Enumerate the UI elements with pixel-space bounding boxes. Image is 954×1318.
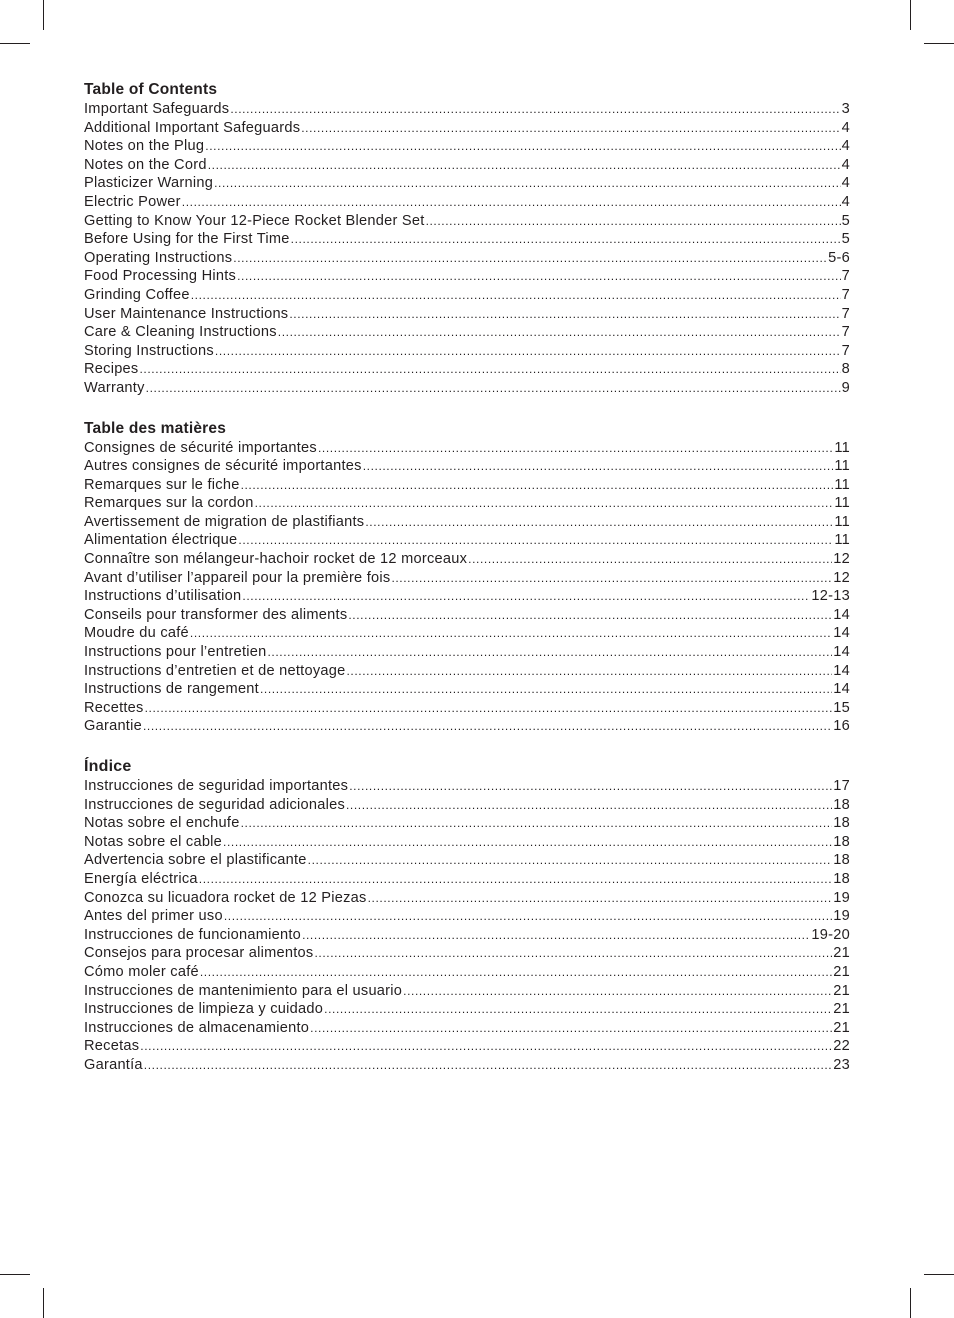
dot-leader <box>314 944 832 963</box>
dot-leader <box>468 550 832 569</box>
toc-entry-page: 17 <box>833 778 850 794</box>
toc-entry-label: Conseils pour transformer des aliments <box>84 606 348 623</box>
dot-leader <box>242 587 810 606</box>
toc-entry-page: 18 <box>833 870 850 887</box>
dot-leader <box>348 606 832 625</box>
toc-entry-page: 21 <box>833 963 850 980</box>
dot-leader <box>145 699 833 718</box>
toc-entry <box>84 982 850 1001</box>
toc-entry-label: Connaître son mélangeur-hachoir rocket de 12 morceaux <box>84 551 468 568</box>
toc-entry-label: Garantie <box>84 718 142 735</box>
toc-entry-label: Before Using for the First Time <box>84 231 290 248</box>
toc-entry <box>84 624 850 643</box>
toc-entry <box>84 100 850 119</box>
dot-leader <box>139 360 840 379</box>
toc-entry-label: Operating Instructions <box>84 249 233 266</box>
section-title: Table of Contents <box>84 81 218 98</box>
toc-entry <box>84 717 850 736</box>
toc-entry <box>84 1000 850 1019</box>
toc-entry <box>84 212 850 231</box>
dot-leader <box>140 1037 832 1056</box>
toc-entry <box>84 606 850 625</box>
toc-entry <box>84 699 850 718</box>
toc-entry-label: Getting to Know Your 12-Piece Rocket Blender Set <box>84 212 425 229</box>
dot-leader <box>214 174 841 193</box>
toc-entry <box>84 907 850 926</box>
dot-leader <box>391 569 832 588</box>
toc-entry-page: 7 <box>841 342 850 359</box>
toc-entry <box>84 1037 850 1056</box>
toc-entry <box>84 230 850 249</box>
toc-entry-page: 21 <box>833 1019 850 1036</box>
toc-entry-label: Antes del primer uso <box>84 908 223 925</box>
toc-entry-label: Instrucciones de limpieza y cuidado <box>84 1001 324 1018</box>
toc-entry <box>84 889 850 908</box>
toc-entry-label: Garantía <box>84 1056 143 1073</box>
toc-section-spanish <box>84 757 850 1075</box>
toc-entry <box>84 323 850 342</box>
dot-leader <box>191 286 841 305</box>
dot-leader <box>144 1056 832 1075</box>
toc-entry-page: 19 <box>833 889 850 906</box>
dot-leader <box>289 305 840 324</box>
toc-section-english <box>84 80 850 398</box>
toc-entry-page: 9 <box>841 379 850 396</box>
crop-mark <box>910 1288 911 1318</box>
toc-entry-label: Recettes <box>84 699 144 716</box>
toc-entry-page: 4 <box>841 138 850 155</box>
dot-leader <box>363 457 834 476</box>
toc-entry-label: Care & Cleaning Instructions <box>84 324 277 341</box>
toc-entry <box>84 680 850 699</box>
toc-entry <box>84 550 850 569</box>
toc-entry <box>84 851 850 870</box>
dot-leader <box>365 513 833 532</box>
toc-entry-label: Notes on the Plug <box>84 138 205 155</box>
dot-leader <box>143 717 832 736</box>
toc-entry <box>84 662 850 681</box>
toc-entry-page: 23 <box>833 1056 850 1073</box>
toc-entry-label: Notas sobre el enchufe <box>84 815 240 832</box>
toc-entry <box>84 1056 850 1075</box>
dot-leader <box>349 777 832 796</box>
toc-entry-page: 5 <box>841 231 850 248</box>
toc-entry-page: 14 <box>833 606 850 623</box>
toc-entry-label: Instructions de rangement <box>84 681 259 698</box>
toc-entry-label: Important Safeguards <box>84 101 230 117</box>
toc-entry-label: Instrucciones de seguridad adicionales <box>84 796 345 813</box>
toc-entry-page: 8 <box>841 361 850 378</box>
toc-entry <box>84 119 850 138</box>
dot-leader <box>199 870 833 889</box>
toc-entry-label: Consejos para procesar alimentos <box>84 945 314 962</box>
toc-entry-page: 4 <box>841 119 850 136</box>
toc-entry <box>84 494 850 513</box>
toc-entry-page: 7 <box>841 324 850 341</box>
toc-entry-label: Energía eléctrica <box>84 870 198 887</box>
toc-entry-page: 4 <box>841 175 850 192</box>
toc-entry-page: 18 <box>833 852 850 869</box>
dot-leader <box>426 212 841 231</box>
toc-entry <box>84 476 850 495</box>
dot-leader <box>318 439 833 458</box>
toc-entry <box>84 249 850 268</box>
toc-entry <box>84 360 850 379</box>
toc-entry-page: 11 <box>834 439 850 456</box>
dot-leader <box>190 624 832 643</box>
dot-leader <box>403 982 832 1001</box>
toc-entry-label: User Maintenance Instructions <box>84 305 289 322</box>
toc-entry-label: Advertencia sobre el plastificante <box>84 852 307 869</box>
toc-entry-page: 16 <box>833 718 850 735</box>
toc-entry <box>84 342 850 361</box>
toc-entry-label: Recetas <box>84 1038 140 1055</box>
toc-entry <box>84 796 850 815</box>
toc-entry-label: Food Processing Hints <box>84 268 237 285</box>
toc-entry-page: 4 <box>841 193 850 210</box>
toc-entry-page: 7 <box>841 286 850 303</box>
dot-leader <box>230 100 840 119</box>
crop-mark <box>43 1288 44 1318</box>
toc-entry-label: Moudre du café <box>84 625 189 642</box>
toc-entry-label: Additional Important Safeguards <box>84 119 301 136</box>
dot-leader <box>208 156 841 175</box>
toc-entry-label: Instrucciones de mantenimiento para el usuario <box>84 982 403 999</box>
toc-entry <box>84 137 850 156</box>
toc-entry <box>84 379 850 398</box>
toc-entry-label: Instructions pour l’entretien <box>84 644 267 661</box>
toc-entry <box>84 814 850 833</box>
toc-entry <box>84 963 850 982</box>
toc-entry <box>84 513 850 532</box>
dot-leader <box>237 267 841 286</box>
dot-leader <box>346 796 832 815</box>
toc-entry-page: 5-6 <box>828 249 850 266</box>
toc-entry-page: 21 <box>833 982 850 999</box>
toc-entry-label: Conozca su licuadora rocket de 12 Piezas <box>84 889 367 906</box>
dot-leader <box>223 833 832 852</box>
dot-leader <box>301 119 840 138</box>
toc-entry <box>84 305 850 324</box>
toc-entry-page: 14 <box>833 662 850 679</box>
dot-leader <box>200 963 832 982</box>
dot-leader <box>255 494 834 513</box>
toc-entry-label: Consignes de sécurité importantes <box>84 439 317 456</box>
toc-entry-label: Instrucciones de almacenamiento <box>84 1019 310 1036</box>
dot-leader <box>324 1000 832 1019</box>
toc-entry-page: 15 <box>833 699 850 716</box>
dot-leader <box>291 230 841 249</box>
toc-entry-label: Instructions d’entretien et de nettoyage <box>84 662 346 679</box>
toc-entry-page: 7 <box>841 305 850 322</box>
toc-entry <box>84 643 850 662</box>
toc-entry-label: Instrucciones de funcionamiento <box>84 926 302 943</box>
toc-entry <box>84 926 850 945</box>
dot-leader <box>278 323 841 342</box>
toc-entry-page: 22 <box>833 1038 850 1055</box>
toc-entry-page: 14 <box>833 681 850 698</box>
toc-entry-label: Storing Instructions <box>84 342 214 359</box>
toc-entry-label: Grinding Coffee <box>84 286 190 303</box>
toc-entry-page: 12 <box>833 569 850 586</box>
toc-entry-page: 5 <box>841 212 850 229</box>
toc-entry-label: Remarques sur la cordon <box>84 495 254 512</box>
toc-entry-label: Electric Power <box>84 193 181 210</box>
crop-mark <box>924 43 954 44</box>
toc-entry <box>84 531 850 550</box>
crop-mark <box>924 1274 954 1275</box>
crop-mark <box>43 0 44 30</box>
dot-leader <box>260 680 832 699</box>
toc-entry <box>84 286 850 305</box>
toc-entry-label: Notas sobre el cable <box>84 833 223 850</box>
toc-section-french <box>84 419 850 737</box>
toc-entry <box>84 439 850 458</box>
toc-entry-page: 12 <box>833 551 850 568</box>
toc-entry-label: Cómo moler café <box>84 963 199 980</box>
toc-entry-page: 21 <box>833 1001 850 1018</box>
dot-leader <box>205 137 840 156</box>
dot-leader <box>241 476 834 495</box>
toc-entry-label: Plasticizer Warning <box>84 175 214 192</box>
toc-entry-label: Remarques sur le fiche <box>84 476 240 493</box>
section-title: Índice <box>84 758 132 775</box>
dot-leader <box>302 926 810 945</box>
toc-entry <box>84 944 850 963</box>
dot-leader <box>233 249 827 268</box>
toc-entry <box>84 267 850 286</box>
dot-leader <box>182 193 841 212</box>
toc-entry-label: Instructions d’utilisation <box>84 588 242 605</box>
toc-entry <box>84 1019 850 1038</box>
crop-mark <box>0 43 30 44</box>
dot-leader <box>215 342 841 361</box>
toc-entry-page: 14 <box>833 644 850 661</box>
toc-entry-page: 19 <box>833 908 850 925</box>
toc-entry-label: Notes on the Cord <box>84 156 207 173</box>
toc-entry-label: Recipes <box>84 361 139 378</box>
toc-entry-page: 11 <box>834 532 850 549</box>
toc-entry-label: Warranty <box>84 379 145 396</box>
toc-entry-page: 18 <box>833 833 850 850</box>
toc-entry-page: 18 <box>833 796 850 813</box>
dot-leader <box>308 851 833 870</box>
toc-entry <box>84 587 850 606</box>
toc-entry <box>84 777 850 796</box>
dot-leader <box>267 643 832 662</box>
toc-entry-page: 12-13 <box>811 588 850 605</box>
toc-entry-page: 11 <box>834 495 850 512</box>
toc-entry-page: 19-20 <box>811 926 850 943</box>
crop-mark <box>910 0 911 30</box>
toc-entry <box>84 193 850 212</box>
dot-leader <box>238 531 833 550</box>
toc-entry-page: 7 <box>841 268 850 285</box>
dot-leader <box>368 889 833 908</box>
toc-entry <box>84 870 850 889</box>
toc-entry-label: Avertissement de migration de plastifiants <box>84 513 365 530</box>
crop-mark <box>0 1274 30 1275</box>
toc-entry <box>84 569 850 588</box>
toc-entry <box>84 833 850 852</box>
toc-entry-page: 14 <box>833 625 850 642</box>
toc-entry <box>84 457 850 476</box>
toc-entry-page: 11 <box>834 513 850 530</box>
toc-entry-label: Autres consignes de sécurité importantes <box>84 458 362 475</box>
toc-entry-label: Alimentation électrique <box>84 532 238 549</box>
toc-entry-page: 21 <box>833 945 850 962</box>
dot-leader <box>146 379 841 398</box>
dot-leader <box>241 814 833 833</box>
toc-entry <box>84 156 850 175</box>
dot-leader <box>347 662 833 681</box>
toc-entry-page: 18 <box>833 815 850 832</box>
toc-entry-page: 11 <box>834 476 850 493</box>
table-of-contents-page <box>84 80 850 1096</box>
dot-leader <box>310 1019 832 1038</box>
toc-entry-label: Avant d’utiliser l’appareil pour la première fois <box>84 569 391 586</box>
toc-entry-page: 3 <box>841 101 850 117</box>
toc-entry-label: Instrucciones de seguridad importantes <box>84 778 349 794</box>
section-title: Table des matières <box>84 419 227 437</box>
toc-entry-page: 11 <box>834 458 850 475</box>
toc-entry <box>84 174 850 193</box>
toc-entry-page: 4 <box>841 156 850 173</box>
dot-leader <box>224 907 832 926</box>
